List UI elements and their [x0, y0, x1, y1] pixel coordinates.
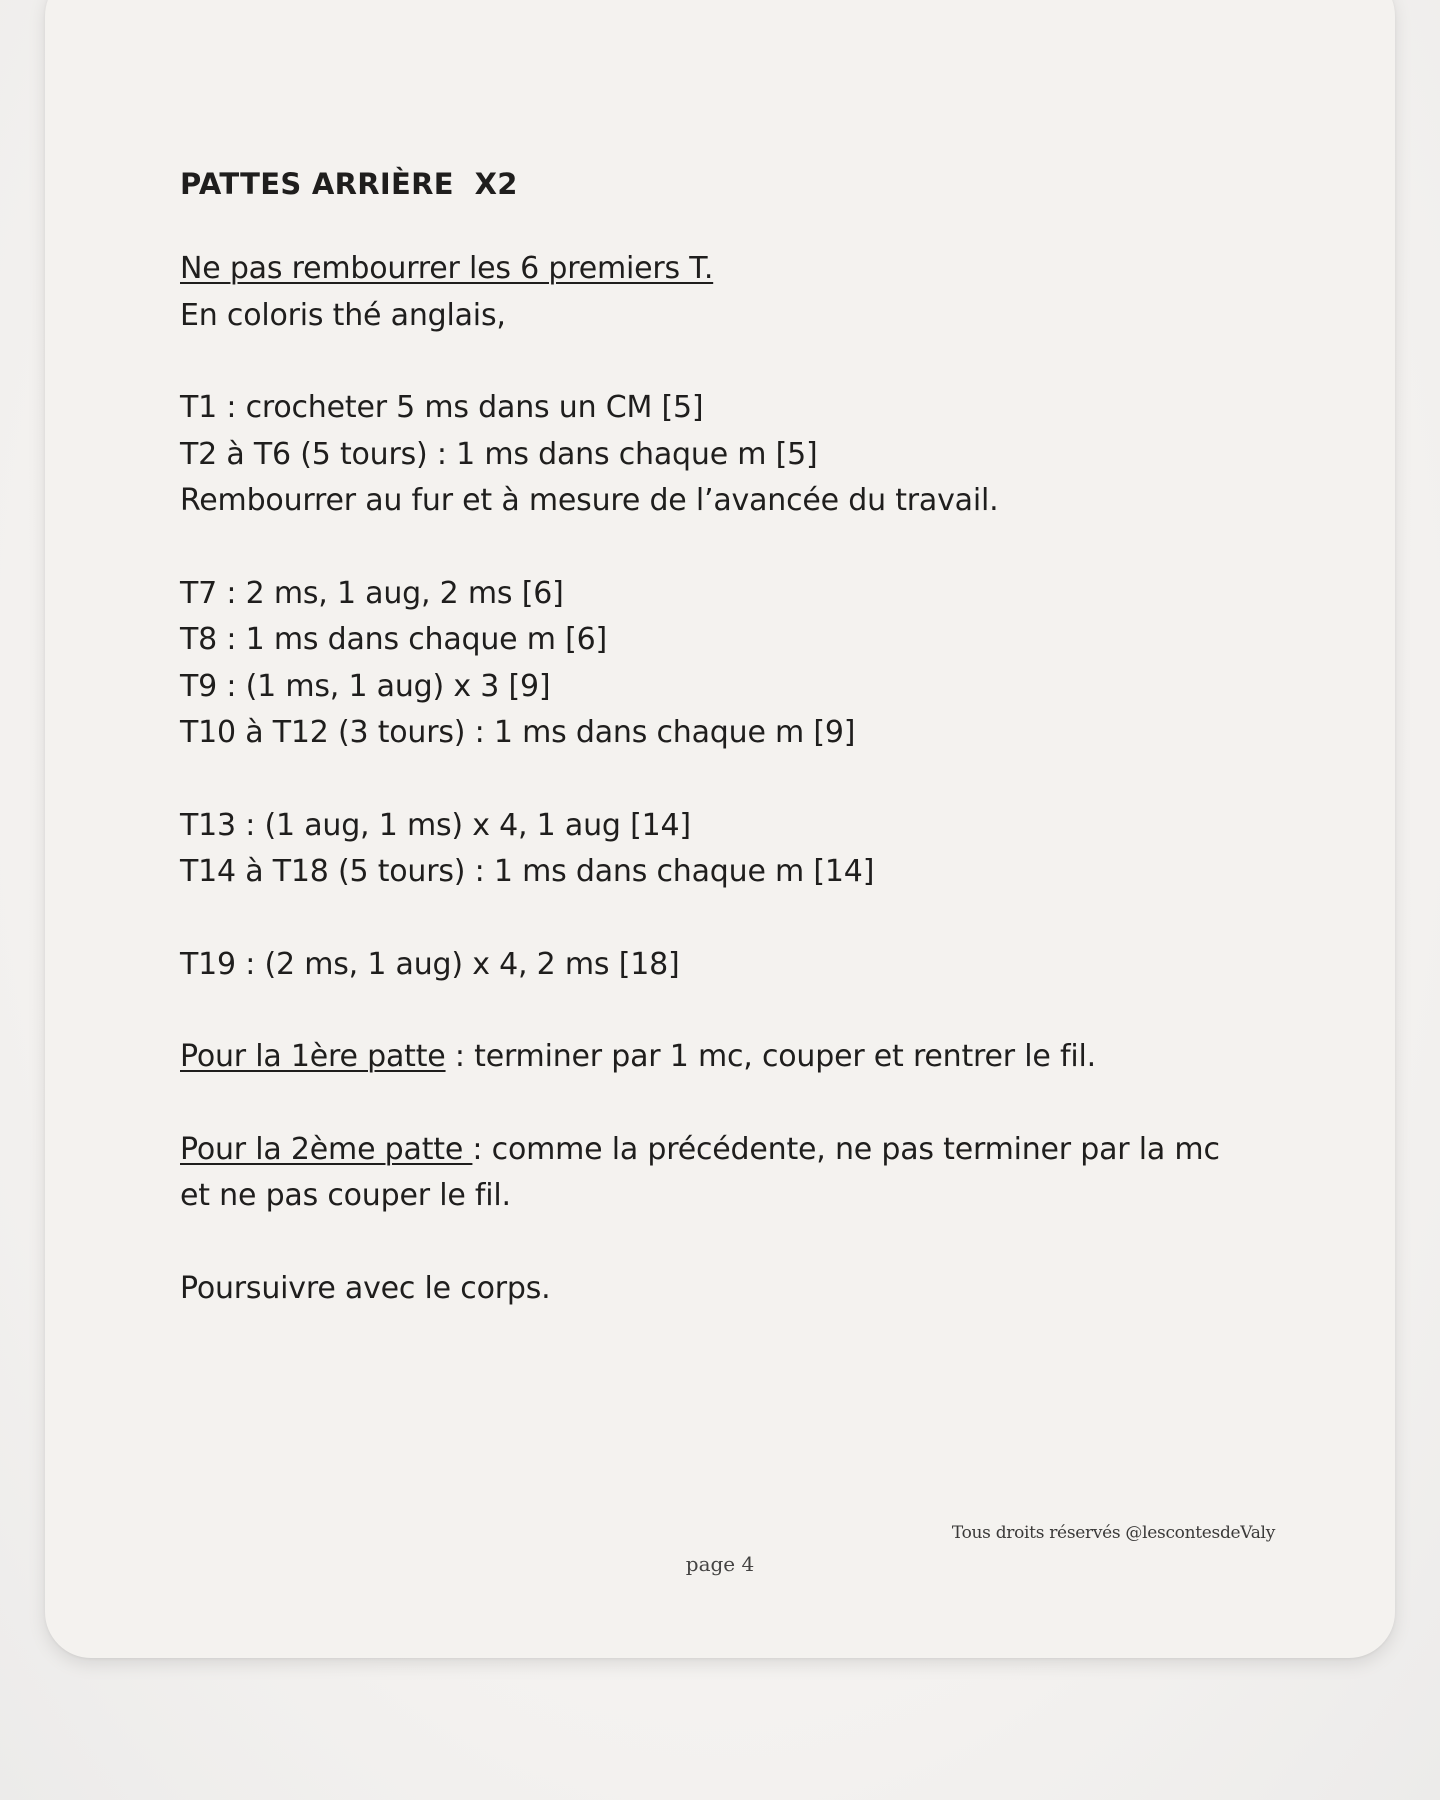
row-t2-t6: T2 à T6 (5 tours) : 1 ms dans chaque m [5] — [180, 436, 818, 472]
page-number: page 4 — [685, 1552, 755, 1576]
stuffing-note: Rembourrer au fur et à mesure de l’avancée du travail. — [180, 483, 999, 518]
second-leg-line — [180, 1127, 1310, 1174]
section-title: PATTES ARRIÈRE X2 — [180, 167, 518, 201]
document-page — [45, 0, 1395, 1658]
intro-block — [180, 246, 1310, 339]
row-t14-t18: T14 à T18 (5 tours) : 1 ms dans chaque m [14] — [180, 854, 875, 889]
rows-group-4 — [180, 942, 1310, 989]
row-t19: T19 : (2 ms, 1 aug) x 4, 2 ms [18] — [180, 946, 680, 982]
second-leg-label: Pour la 2ème patte — [180, 1131, 473, 1167]
first-leg-label: Pour la 1ère patte — [180, 1039, 446, 1074]
first-leg-text: : terminer par 1 mc, couper et rentrer le fil. — [445, 1039, 1096, 1074]
first-leg-instruction — [180, 1034, 1310, 1081]
closing-text: Poursuivre avec le corps. — [180, 1270, 551, 1306]
second-leg-text: : comme la précédente, ne pas terminer par la mc — [472, 1131, 1220, 1167]
row-t8: T8 : 1 ms dans chaque m [6] — [180, 622, 608, 657]
second-leg-instruction — [180, 1127, 1310, 1220]
first-leg-line — [180, 1034, 1310, 1081]
row-t9: T9 : (1 ms, 1 aug) x 3 [9] — [180, 668, 551, 704]
row-t7: T7 : 2 ms, 1 aug, 2 ms [6] — [180, 575, 564, 611]
stuffing-warning — [180, 246, 1310, 293]
stuffing-warning-text: Ne pas rembourrer les 6 premiers T. — [180, 251, 714, 286]
rows-group-2 — [180, 571, 1310, 757]
rows-group-1 — [180, 385, 1310, 525]
row-t13: T13 : (1 aug, 1 ms) x 4, 1 aug [14] — [180, 807, 691, 843]
copyright-notice: Tous droits réservés @lescontesdeValy — [951, 1523, 1275, 1543]
rows-group-3 — [180, 803, 1310, 896]
row-t1: T1 : crocheter 5 ms dans un CM [5] — [180, 390, 704, 425]
second-leg-line-cont: et ne pas couper le fil. — [180, 1178, 511, 1213]
page-content — [180, 158, 1310, 1312]
closing-block — [180, 1266, 1310, 1313]
color-note: En coloris thé anglais, — [180, 297, 506, 333]
row-t10-t12: T10 à T12 (3 tours) : 1 ms dans chaque m [9] — [180, 715, 856, 750]
